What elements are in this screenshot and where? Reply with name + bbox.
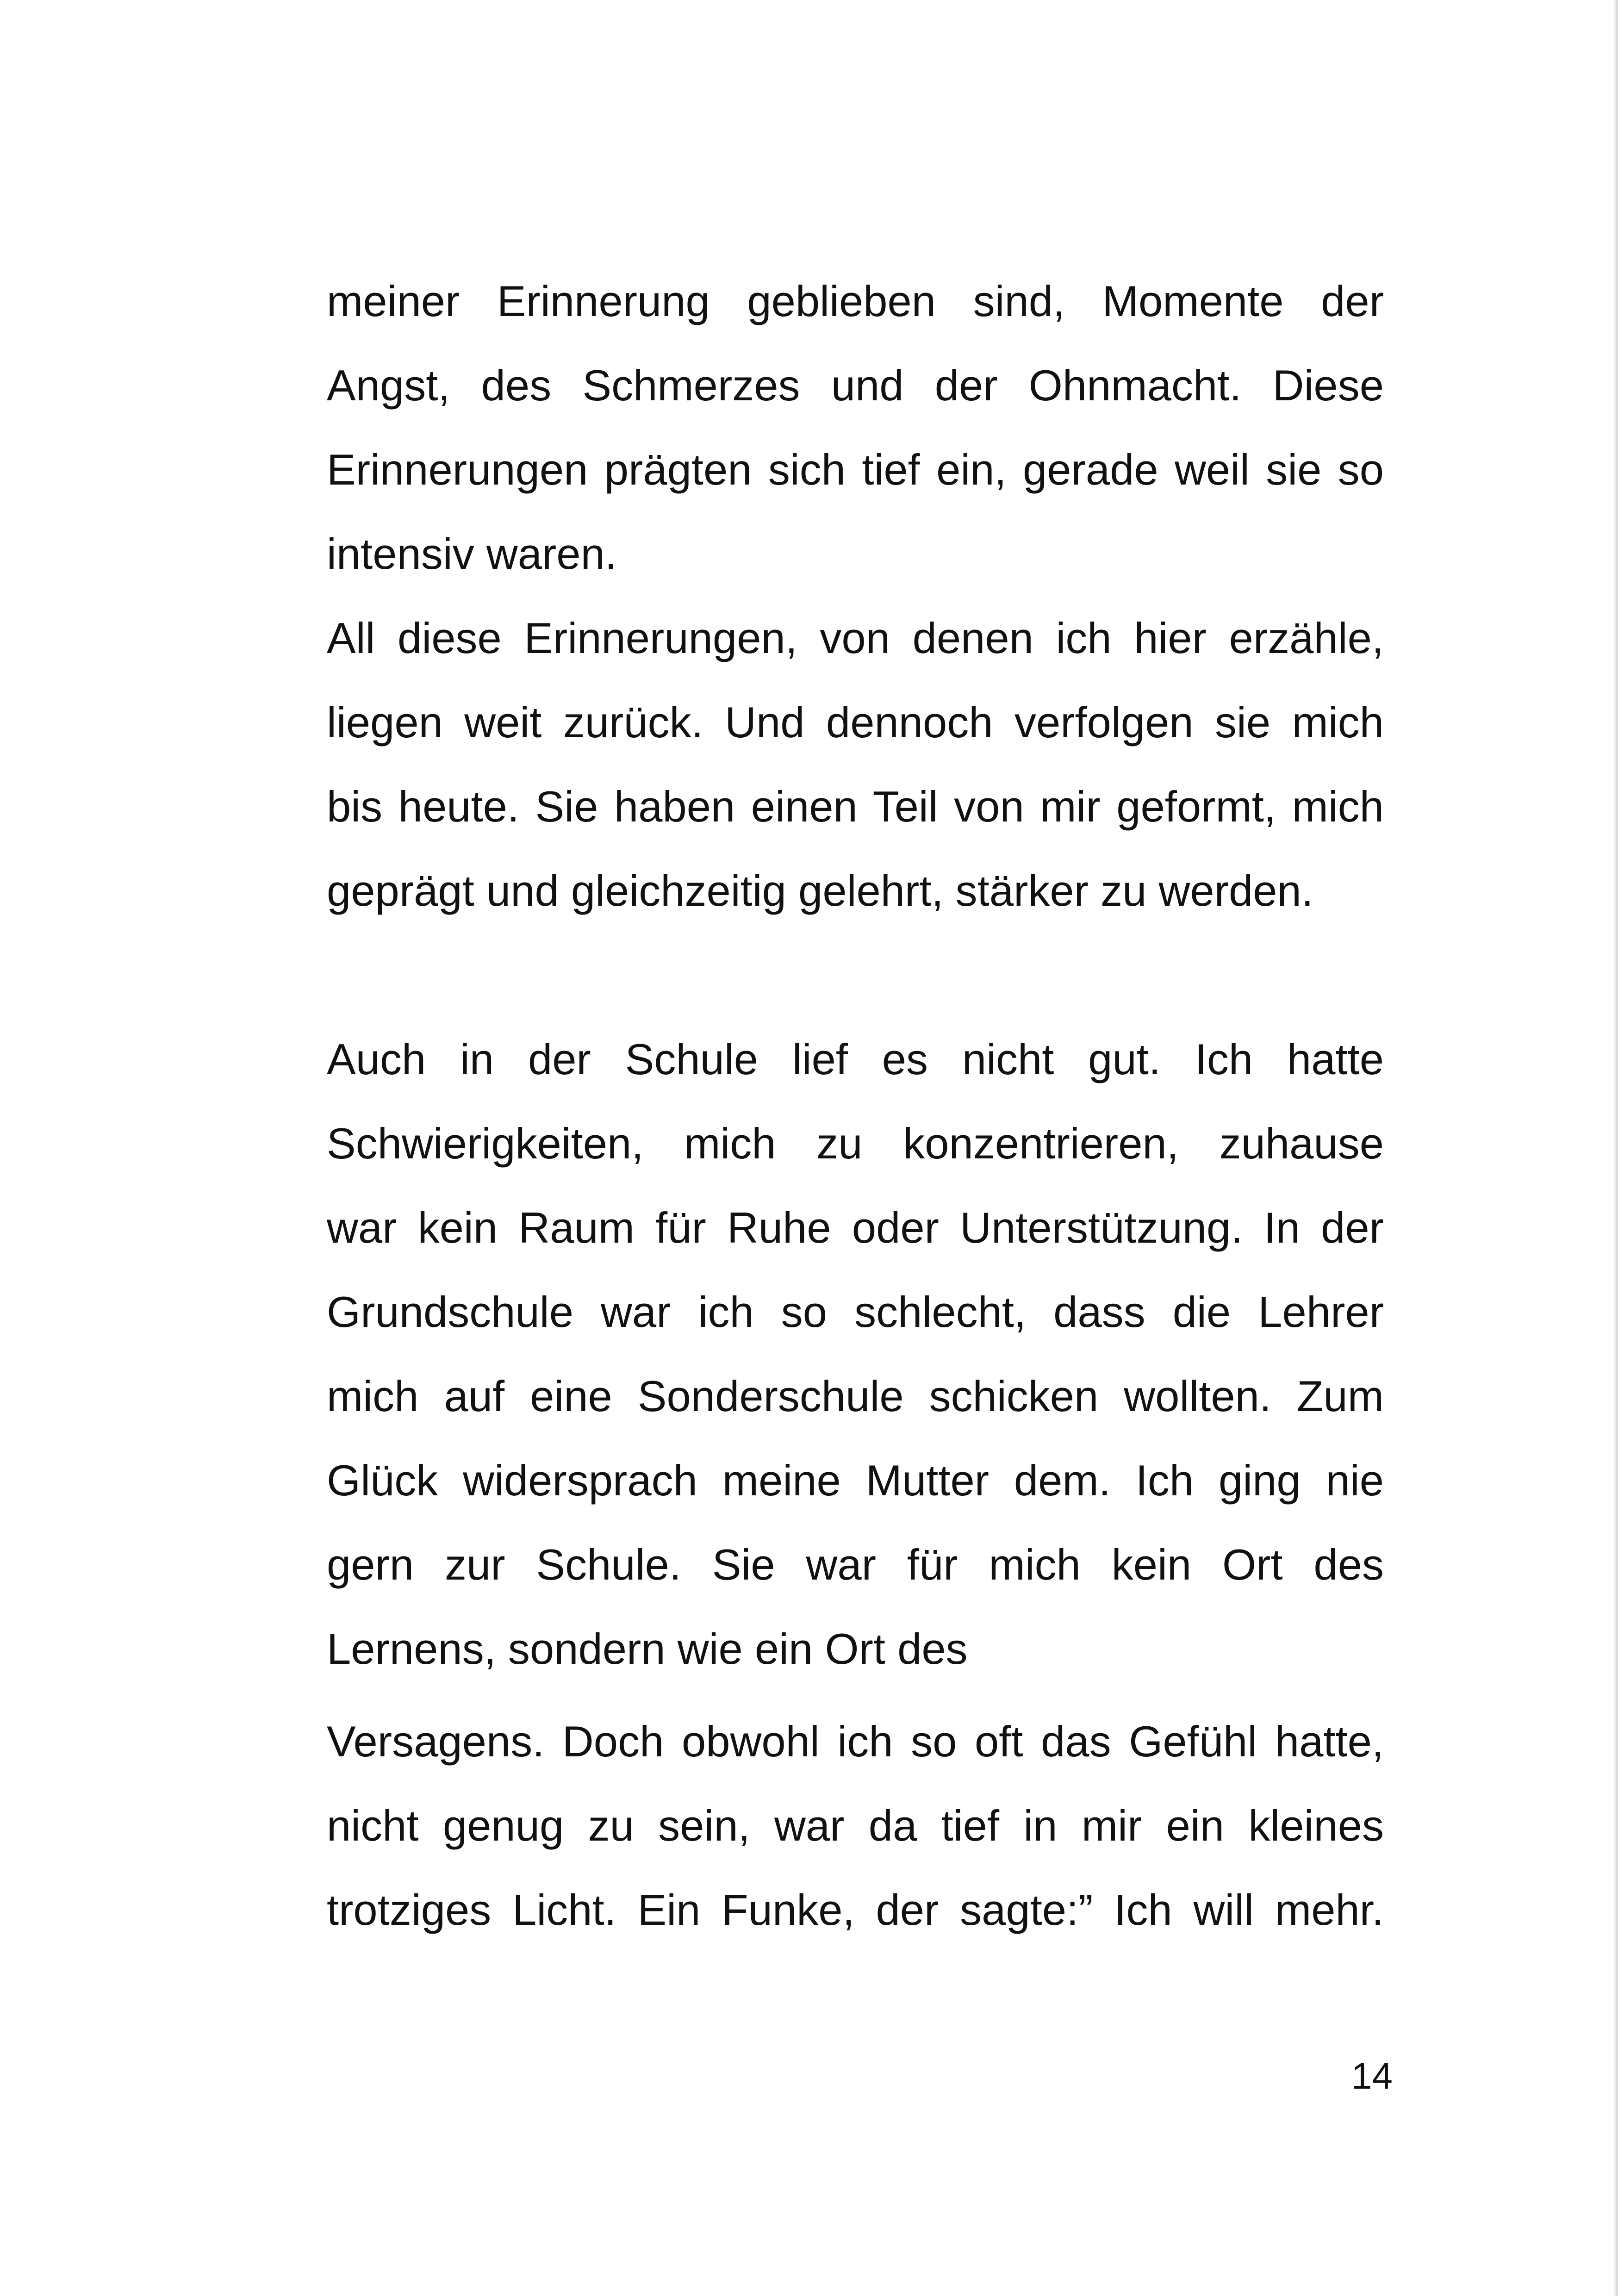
paragraph-1 bbox=[327, 259, 1384, 596]
paragraph-spacer bbox=[327, 933, 1384, 1017]
text-line: Glück widersprach meine Mutter dem. Ich ging nie bbox=[327, 1456, 1384, 1505]
text-line: Erinnerungen prägten sich tief ein, gerade weil sie so bbox=[327, 445, 1384, 494]
text-line: Schwierigkeiten, mich zu konzentrieren, zuhause bbox=[327, 1119, 1384, 1168]
text-line: meiner Erinnerung geblieben sind, Momente der bbox=[327, 277, 1384, 325]
text-line: nicht genug zu sein, war da tief in mir ein kleines bbox=[327, 1801, 1384, 1850]
text-line: liegen weit zurück. Und dennoch verfolgen sie mich bbox=[327, 698, 1384, 747]
text-line: bis heute. Sie haben einen Teil von mir geformt, mich bbox=[327, 782, 1384, 831]
paragraph-4 bbox=[327, 1699, 1384, 1952]
text-line: gern zur Schule. Sie war für mich kein Ort des bbox=[327, 1540, 1384, 1589]
page-edge-shadow bbox=[1613, 0, 1618, 2296]
text-line: war kein Raum für Ruhe oder Unterstützung. In der bbox=[327, 1203, 1384, 1252]
text-line: All diese Erinnerungen, von denen ich hier erzähle, bbox=[327, 614, 1384, 662]
text-line: trotziges Licht. Ein Funke, der sagte:” Ich will mehr. bbox=[327, 1885, 1384, 1934]
text-line: Angst, des Schmerzes und der Ohnmacht. Diese bbox=[327, 361, 1384, 410]
text-line: geprägt und gleichzeitig gelehrt, stärker zu werden. bbox=[327, 866, 1313, 915]
paragraph-2 bbox=[327, 596, 1384, 933]
paragraph-3 bbox=[327, 1017, 1384, 1691]
body-text bbox=[327, 259, 1384, 1952]
text-line: mich auf eine Sonderschule schicken wollten. Zum bbox=[327, 1372, 1384, 1420]
text-line: Auch in der Schule lief es nicht gut. Ich hatte bbox=[327, 1035, 1384, 1083]
line-spacer bbox=[327, 1691, 1384, 1699]
text-line: Grundschule war ich so schlecht, dass die Lehrer bbox=[327, 1288, 1384, 1336]
text-line: intensiv waren. bbox=[327, 529, 617, 578]
text-line: Versagens. Doch obwohl ich so oft das Gefühl hatte, bbox=[327, 1717, 1384, 1766]
text-line: Lernens, sondern wie ein Ort des bbox=[327, 1624, 968, 1673]
page-number: 14 bbox=[1351, 2055, 1393, 2097]
